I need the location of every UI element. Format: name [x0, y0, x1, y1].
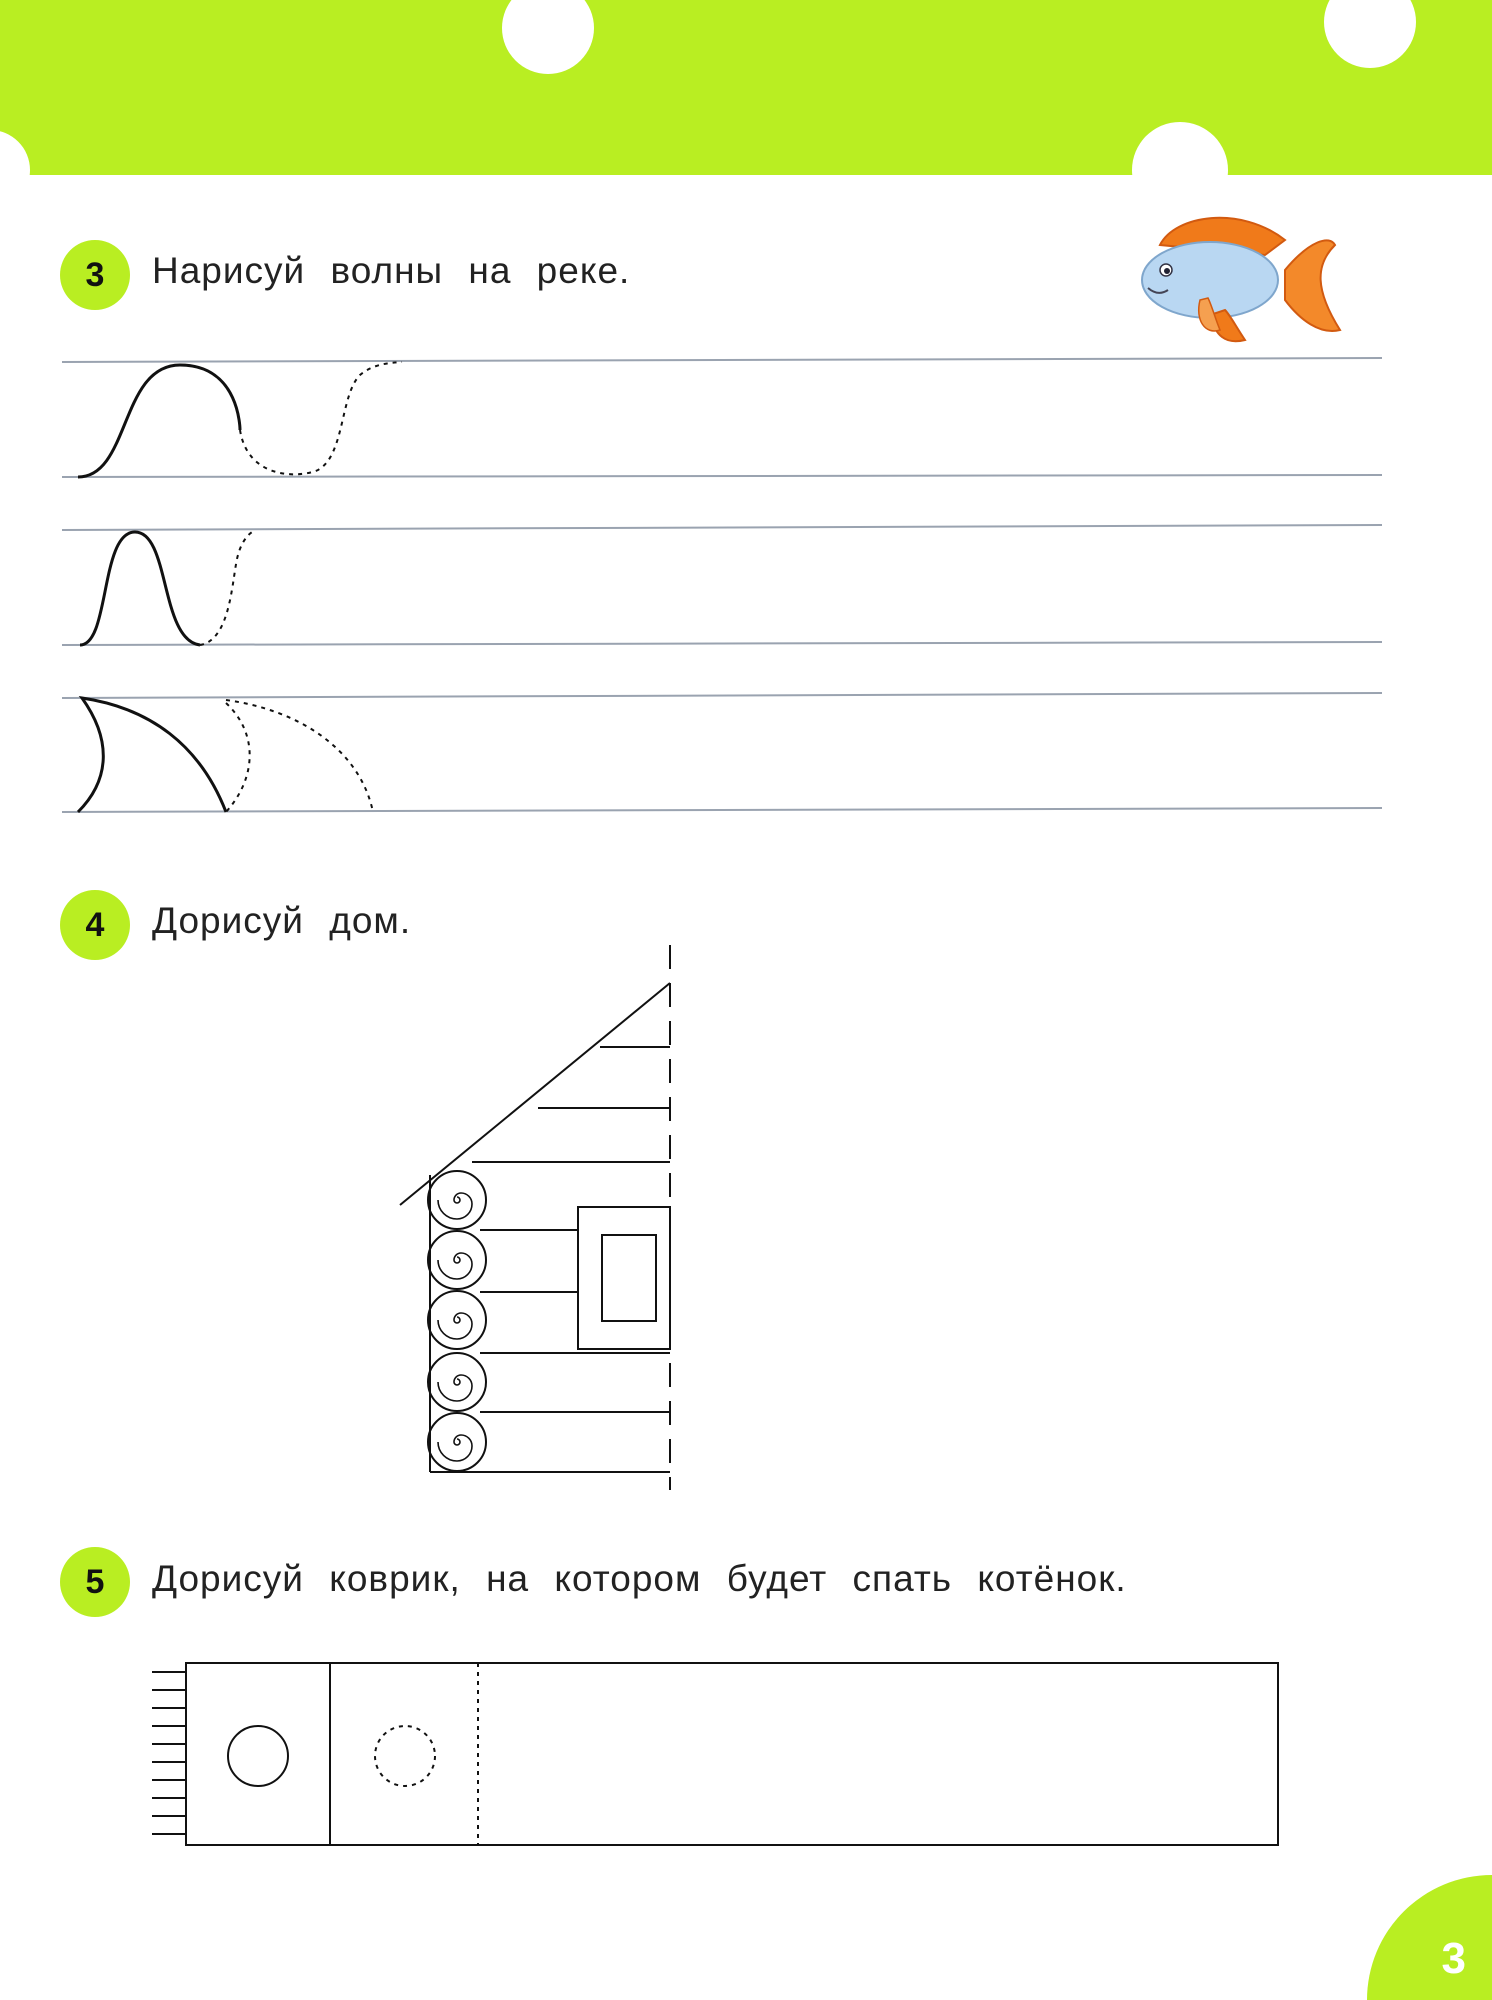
- task-number-badge: 4: [60, 890, 130, 960]
- rug-circle: [228, 1726, 288, 1786]
- task-instruction: Нарисуй волны на реке.: [152, 250, 631, 291]
- rug-outline: [186, 1663, 1278, 1845]
- task-number-badge: 5: [60, 1547, 130, 1617]
- task-instruction: Дорисуй дом.: [152, 900, 412, 941]
- task-number-badge: 3: [60, 240, 130, 310]
- task-instruction: Дорисуй коврик, на котором будет спать котёнок.: [152, 1558, 1127, 1599]
- rug-fringe: [152, 1672, 186, 1834]
- page-number: 3: [1441, 1934, 1466, 1983]
- rug-circle-dotted: [375, 1726, 435, 1786]
